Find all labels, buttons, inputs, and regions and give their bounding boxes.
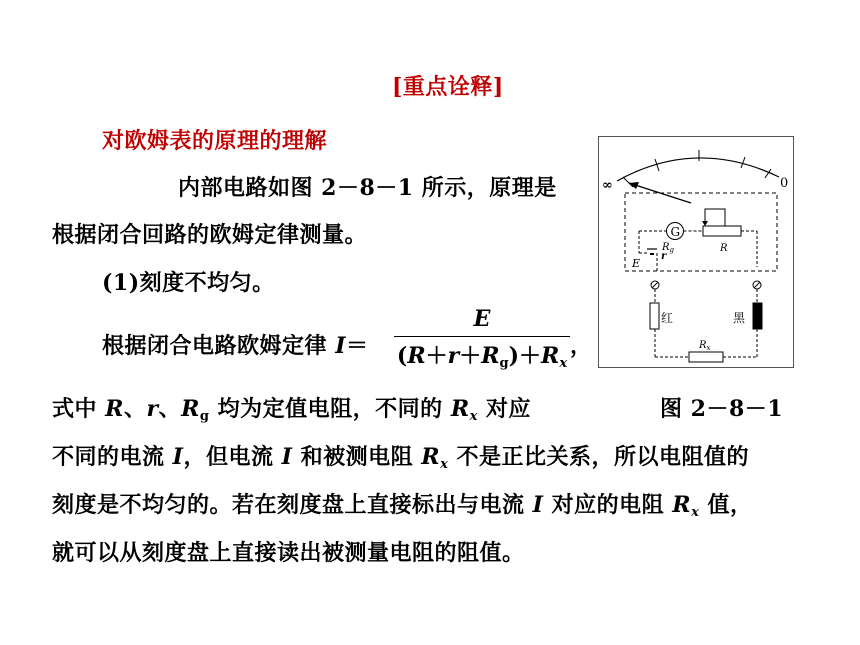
rx-label: $R_x$ — [699, 340, 711, 352]
fraction-bar — [394, 336, 570, 337]
red-label: 红 — [661, 311, 674, 325]
formula-line — [102, 329, 369, 360]
meter-case — [625, 193, 777, 271]
law-prefix: 根据闭合电路欧姆定律 — [102, 333, 328, 359]
infinity-label: ∞ — [602, 178, 613, 193]
scale-tick — [623, 177, 633, 187]
subheading: 对欧姆表的原理的理解 — [102, 128, 328, 154]
internal-r-label: r — [661, 251, 667, 262]
paragraph-line: 内部电路如图 2－8－1 所示，原理是 — [178, 175, 557, 201]
scale-tick — [741, 157, 745, 168]
figure-caption: 图 2－8－1 — [660, 396, 784, 422]
formula-denominator: $(R+r+R_g)+R_x$ — [396, 343, 568, 371]
formula-lhs: I — [335, 333, 346, 359]
section-heading: [重点诠释] — [392, 74, 504, 100]
rx-resistor — [689, 352, 723, 362]
red-probe — [650, 303, 659, 329]
formula-fraction — [394, 306, 570, 371]
paragraph-line: 式中 R、r、$R_g$ 均为定值电阻，不同的 $R_x$ 对应 — [52, 396, 532, 424]
paragraph-line: 刻度是不均匀的。若在刻度盘上直接标出与电流 I 对应的电阻 $R_x$ 值， — [52, 492, 753, 520]
r-label: R — [720, 243, 728, 254]
paragraph-line: 根据闭合回路的欧姆定律测量。 — [52, 222, 368, 248]
rheostat-symbol — [703, 226, 741, 236]
black-probe — [753, 303, 762, 329]
galvanometer-label: G — [670, 225, 681, 239]
formula-numerator: E — [473, 306, 491, 332]
circuit-diagram — [599, 137, 793, 367]
pointer-arrowhead — [629, 182, 639, 189]
circuit-figure — [598, 136, 794, 368]
emf-label: E — [632, 257, 641, 270]
paragraph-line: 就可以从刻度盘上直接读出被测量电阻的阻值。 — [52, 540, 525, 566]
formula-equals: ＝ — [345, 333, 369, 359]
black-label: 黑 — [733, 311, 746, 325]
paragraph-line: 不同的电流 I，但电流 I 和被测电阻 $R_x$ 不是正比关系，所以电阻值的 — [52, 444, 749, 472]
zero-label: 0 — [780, 176, 789, 191]
rg-label: $R_g$ — [662, 242, 675, 254]
formula-tail: ， — [570, 333, 593, 359]
list-item: (1)刻度不均匀。 — [102, 270, 275, 296]
rheostat-slider — [705, 209, 725, 226]
scale-arc — [617, 158, 779, 181]
